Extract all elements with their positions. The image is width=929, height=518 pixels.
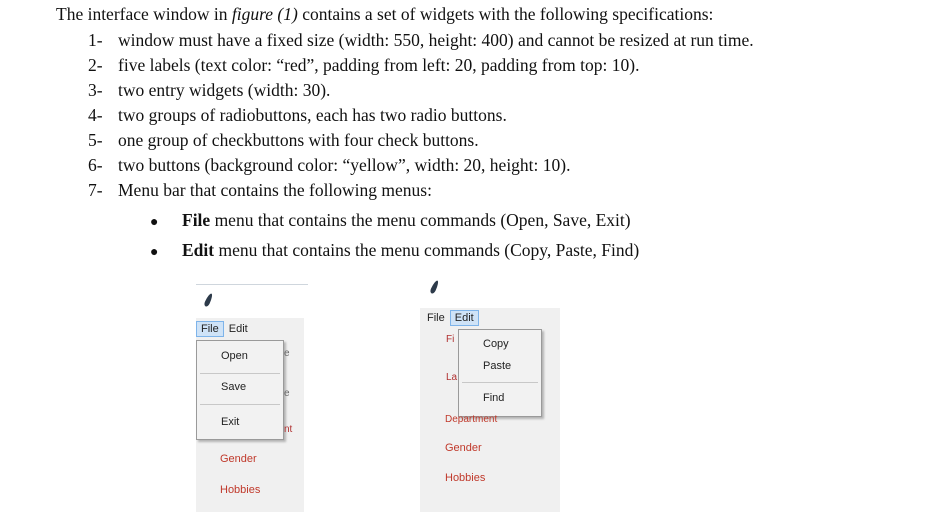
intro-after: contains a set of widgets with the following specifications:: [297, 4, 714, 24]
spec-item-4: 4- two groups of radiobuttons, each has two radio buttons.: [88, 105, 507, 125]
label-department: Department: [445, 414, 498, 425]
clipped-text: nt: [284, 424, 293, 435]
spec-item-6: 6- two buttons (background color: “yellow”, width: 20, height: 10).: [88, 155, 571, 175]
menu-separator: [462, 382, 538, 383]
menu-item-open[interactable]: Open: [221, 350, 248, 362]
label-gender: Gender: [445, 442, 482, 454]
spec-item-2: 2- five labels (text color: “red”, padding from left: 20, padding from top: 10).: [88, 55, 640, 75]
bullet-dot-icon: ●: [150, 245, 159, 260]
menu-item-paste[interactable]: Paste: [483, 360, 512, 372]
menu-edit[interactable]: Edit: [228, 323, 248, 335]
intro-before: The interface window in: [56, 4, 232, 24]
intro-figure-ref: figure (1): [231, 4, 298, 24]
spec-item-3: 3- two entry widgets (width: 30).: [88, 80, 331, 100]
clipped-text: e: [284, 388, 290, 399]
menu-item-copy[interactable]: Copy: [483, 338, 509, 350]
bullet-file-menu: ● File menu that contains the menu commands (Open, Save, Exit): [150, 210, 631, 230]
spec-item-5: 5- one group of checkbuttons with four check buttons.: [88, 130, 479, 150]
tk-feather-icon: [429, 280, 439, 295]
menu-file[interactable]: File: [427, 312, 445, 324]
menu-edit[interactable]: Edit: [450, 310, 479, 326]
menu-item-find[interactable]: Find: [483, 392, 505, 404]
menu-file[interactable]: File: [196, 321, 224, 337]
menu-item-exit[interactable]: Exit: [221, 416, 240, 428]
label-hobbies: Hobbies: [445, 472, 486, 484]
label-gender: Gender: [220, 453, 257, 465]
label-hobbies: Hobbies: [220, 484, 261, 496]
bullet-dot-icon: ●: [150, 215, 159, 230]
clipped-text: Fi: [446, 334, 455, 345]
menu-bar: [422, 310, 479, 326]
menu-item-save[interactable]: Save: [221, 381, 247, 393]
edit-dropdown: [458, 329, 542, 417]
clipped-text: e: [284, 348, 290, 359]
spec-item-7: 7- Menu bar that contains the following menus:: [88, 180, 432, 200]
bullet-edit-menu: ● Edit menu that contains the menu commands (Copy, Paste, Find): [150, 240, 640, 260]
spec-item-1: 1- window must have a fixed size (width: 550, height: 400) and cannot be resized at run time.: [88, 30, 754, 50]
clipped-text: La: [446, 372, 458, 383]
